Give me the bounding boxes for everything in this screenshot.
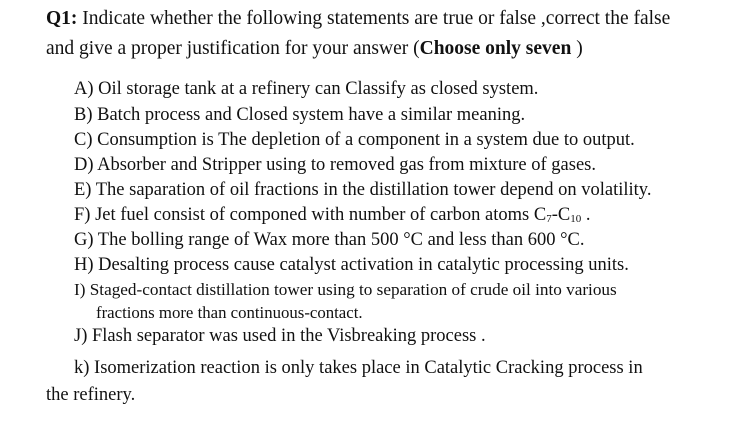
- question-heading-line2: [46, 38, 583, 60]
- statement-f: [74, 204, 590, 226]
- statement-i-continued: fractions more than continuous-contact.: [96, 303, 363, 322]
- statement-k-continued: the refinery.: [46, 385, 136, 405]
- statement-d: D) Absorber and Stripper using to removed gas from mixture of gases.: [74, 155, 597, 175]
- question-label: Q1:: [46, 8, 78, 29]
- statement-c: C) Consumption is The depletion of a component in a system due to output.: [74, 130, 635, 150]
- instruction-close: ): [576, 38, 583, 59]
- statement-g: G) The bolling range of Wax more than 500 °C and less than 600 °C.: [74, 230, 585, 250]
- statement-a: A) Oil storage tank at a refinery can Classify as closed system.: [74, 79, 539, 99]
- carbon-sub-max: 10: [570, 213, 582, 225]
- choose-count: Choose only seven: [419, 38, 577, 59]
- statement-b: B) Batch process and Closed system have a similar meaning.: [74, 105, 526, 125]
- statement-h: H) Desalting process cause catalyst activation in catalytic processing units.: [74, 255, 629, 275]
- statement-e: E) The saparation of oil fractions in the distillation tower depend on volatility.: [74, 180, 652, 200]
- statement-i: I) Staged-contact distillation tower using to separation of crude oil into various: [74, 280, 617, 299]
- statement-f-text: F) Jet fuel consist of componed with number of carbon atoms C: [74, 205, 547, 225]
- cut-off-next-line: [44, 413, 704, 424]
- statement-f-dash: -C: [551, 205, 571, 225]
- statement-f-end: .: [581, 205, 591, 225]
- statement-k: k) Isomerization reaction is only takes place in Catalytic Cracking process in: [74, 358, 643, 378]
- instruction-text: and give a proper justification for your answer (: [46, 38, 420, 59]
- carbon-sub-min: 7: [546, 213, 552, 225]
- question-instruction: Indicate whether the following statements are true or false ,correct the false: [82, 8, 671, 29]
- statement-j: J) Flash separator was used in the Visbreaking process .: [74, 326, 486, 346]
- question-heading-line1: [46, 8, 670, 30]
